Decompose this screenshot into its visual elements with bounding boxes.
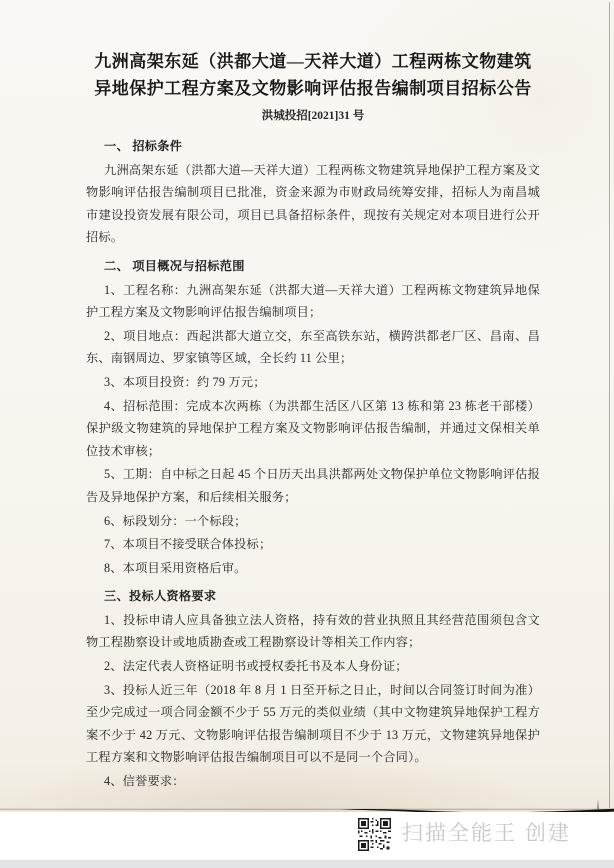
title-line-2: 异地保护工程方案及文物影响评估报告编制项目招标公告 [94,79,532,98]
paragraph-no-consortium: 7、本项目不接受联合体投标； [104,537,272,552]
document-number: 洪城投招[2021]31 号 [261,110,365,122]
paragraph-bid-scope: 4、招标范围：完成本次两栋（为洪都生活区八区第 13 栋和第 23 栋老干部楼）保护级文物建筑的异地保护工程方案及文物影响评估报告编制，并通过文保相关单位技术审核； [86,398,540,458]
scan-right-edge-line [609,2,610,808]
paragraph-project-location: 2、项目地点：西起洪都大道立交，东至高铁东站，横跨洪都老厂区、昌南、昌东、南钢周边、罗家镇等区域，全长约 11 公里； [86,328,540,366]
paragraph-legal-entity: 1、投标申请人应具备独立法人资格，持有效的营业执照且其经营范围须包含文物工程勘察设计或地质勘查或工程勘察设计等相关工作内容； [86,612,540,650]
title-line-1: 九洲高架东延（洪都大道—天祥大道）工程两栋文物建筑 [94,52,532,71]
section-heading-bidder-qualifications: 三、投标人资格要求 [104,589,217,604]
document-content [86,0,540,794]
qr-code-icon [358,818,391,851]
paragraph-performance-record: 3、投标人近三年（2018 年 8 月 1 日至开标之日止，时间以合同签订时间为准）至少完成过一项合同金额不少于 55 万元的类似业绩（其中文物建筑异地保护工程方案不少于 42 万元、文物影响评估报告编制项目不少于 13 万元，文物建筑异地保护工程方案和文物影响评估报告编制项目可以不是同一个合同）。 [86,682,540,765]
paragraph-reputation: 4、信誉要求： [104,774,185,789]
paragraph-lot-division: 6、标段划分：一个标段； [104,513,247,528]
paragraph-bid-conditions: 九洲高架东延（洪都大道—天祥大道）工程两栋文物建筑异地保护工程方案及文物影响评估报告编制项目已批准，资金来源为市财政局统筹安排，招标人为南昌城市建设投资发展有限公司，项目已具备招标条件，现按有关规定对本项目进行公开招标。 [86,162,540,245]
paragraph-post-qualification: 8、本项目采用资格后审。 [104,560,247,575]
paragraph-project-investment: 3、本项目投资：约 79 万元； [104,374,266,389]
paragraph-project-name: 1、工程名称：九洲高架东延（洪都大道—天祥大道）工程两栋文物建筑异地保护工程方案及文物影响评估报告编制项目； [86,282,540,320]
bottom-strip [0,860,614,868]
document-title [86,48,540,102]
section-heading-project-overview: 二、 项目概况与招标范围 [104,258,245,273]
camscanner-watermark-text: 扫描全能王 创建 [402,822,571,845]
paragraph-legal-representative: 2、法定代表人资格证明书或授权委托书及本人身份证； [104,659,408,674]
section-heading-bid-conditions: 一、 招标条件 [104,139,183,153]
scanner-footer [0,812,614,860]
paragraph-duration: 5、工期：自中标之日起 45 个日历天出具洪都两处文物保护单位文物影响评估报告及异地保护方案，和后续相关服务； [86,467,540,504]
